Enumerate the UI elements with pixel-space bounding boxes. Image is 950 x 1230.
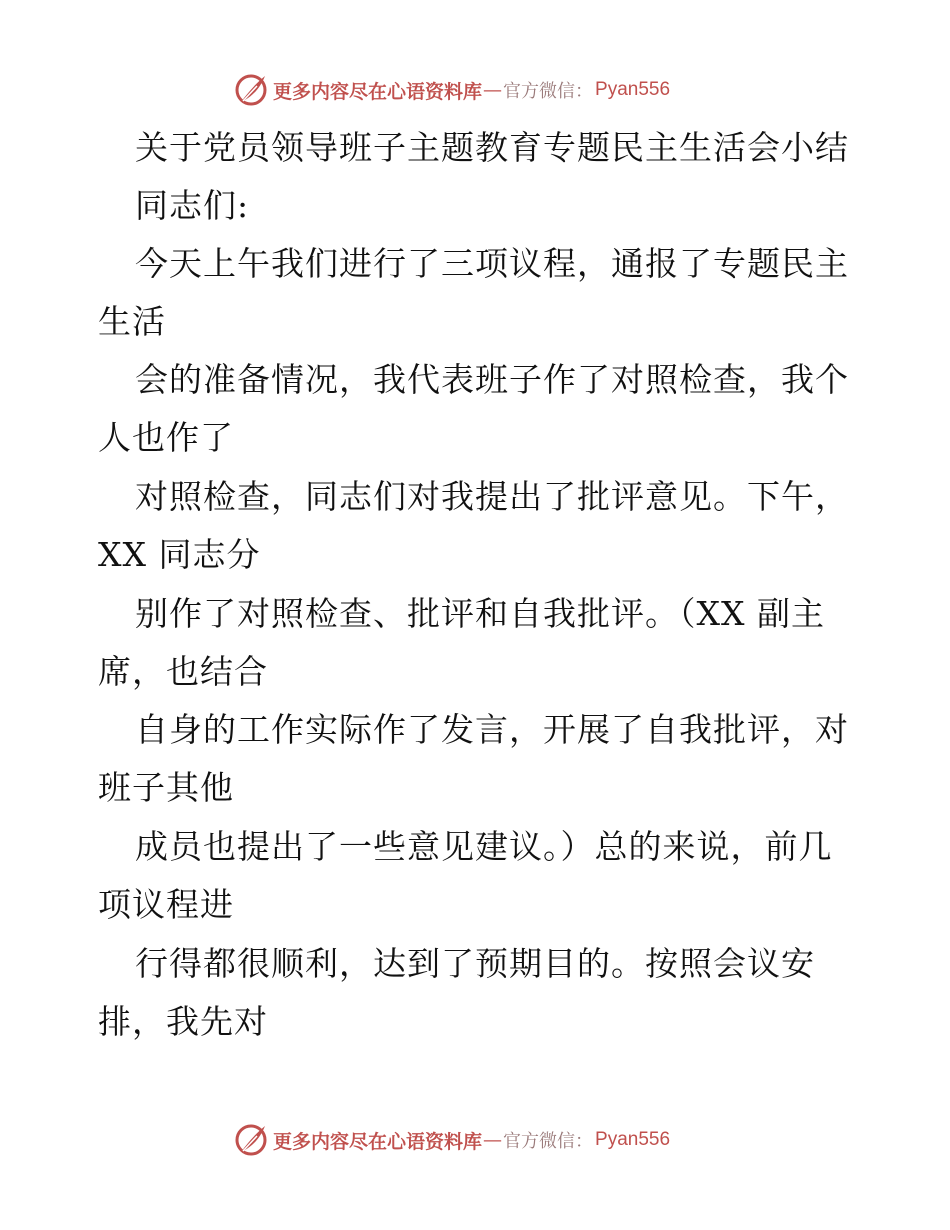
watermark-separator: — xyxy=(483,79,503,101)
text-line: 成员也提出了一些意见建议。）总的来说，前几 xyxy=(135,827,833,866)
watermark-wechat-id: Pyan556 xyxy=(595,79,671,100)
text-line: XX 同志分 xyxy=(98,535,261,574)
quill-logo-icon xyxy=(233,72,269,108)
text-line: 自身的工作实际作了发言，开展了自我批评，对 xyxy=(135,710,849,749)
text-line: 班子其他 xyxy=(98,768,234,807)
watermark-separator: — xyxy=(483,1129,503,1151)
text-line: 排，我先对 xyxy=(98,1002,268,1041)
text-line: 今天上午我们进行了三项议程，通报了专题民主 xyxy=(135,244,849,283)
watermark-official-label: 官方微信： xyxy=(503,81,594,102)
document-title: 关于党员领导班子主题教育专题民主生活会小结 xyxy=(135,128,849,167)
text-line: 会的准备情况，我代表班子作了对照检查，我个 xyxy=(135,360,849,399)
watermark-official-label: 官方微信： xyxy=(503,1131,594,1152)
quill-logo-icon xyxy=(233,1122,269,1158)
text-line: 同志们: xyxy=(135,186,250,225)
footer-watermark xyxy=(233,1122,670,1158)
watermark-site-text: 更多内容尽在心语资料库 xyxy=(273,1130,483,1153)
text-line: 席，也结合 xyxy=(98,652,268,691)
header-watermark xyxy=(233,72,670,108)
text-line: 人也作了 xyxy=(98,418,234,457)
text-line: 行得都很顺利，达到了预期目的。按照会议安 xyxy=(135,944,815,983)
text-line: 对照检查，同志们对我提出了批评意见。下午， xyxy=(135,477,849,516)
text-line: 生活 xyxy=(98,302,166,341)
watermark-site-text: 更多内容尽在心语资料库 xyxy=(273,80,483,103)
text-line: 项议程进 xyxy=(98,885,234,924)
text-line: 别作了对照检查、批评和自我批评。（XX 副主 xyxy=(135,594,825,633)
watermark-wechat-id: Pyan556 xyxy=(595,1129,671,1150)
